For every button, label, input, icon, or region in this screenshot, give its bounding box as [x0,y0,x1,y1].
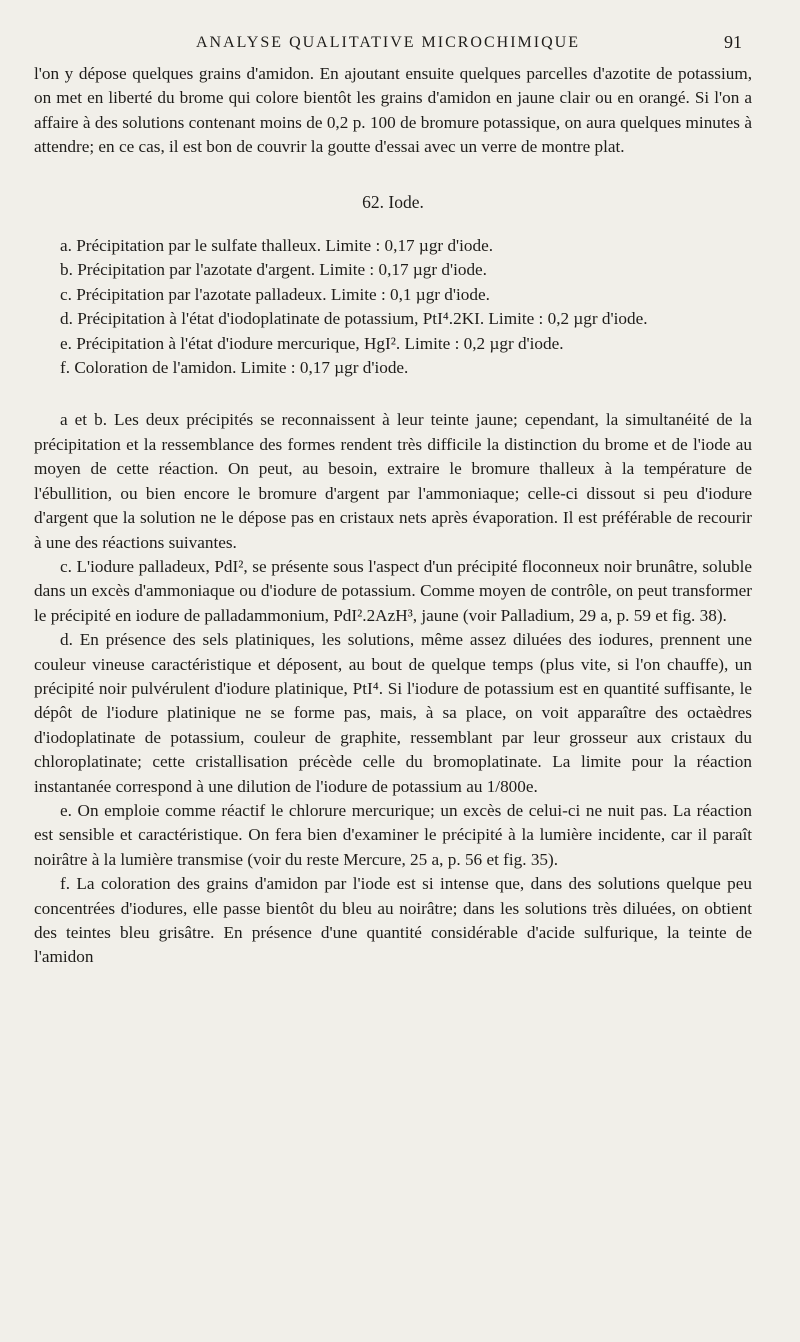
paragraph-f: f. La coloration des grains d'amidon par l'iode est si intense que, dans des solutions quelque peu concentrées d'iodures, elle passe bientôt du bleu au noirâtre; dans les solutions très diluées, on obtient des teintes bleu grisâtre. En présence d'une quantité considérable d'acide sulfurique, la teinte de l'amidon [34,874,752,967]
test-item: f. Coloration de l'amidon. Limite : 0,17 µgr d'iode. [60,358,409,378]
page-body [34,62,752,970]
page-header [34,30,742,56]
test-item: e. Précipitation à l'état d'iodure mercurique, HgI². Limite : 0,2 µgr d'iode. [60,333,564,353]
tests-list [34,234,752,380]
paragraph-c: c. L'iodure palladeux, PdI², se présente sous l'aspect d'un précipité floconneux noir brunâtre, soluble dans un excès d'ammoniaque ou d'iodure de potassium. Comme moyen de contrôle, on peut transformer le précipité en iodure de palladammonium, PdI².2AzH³, jaune (voir Palladium, 29 a, p. 59 et fig. 38). [34,556,752,625]
paragraph-d: d. En présence des sels platiniques, les solutions, même assez diluées des iodures, prennent une couleur vineuse caractéristique et déposent, au bout de quelque temps (plus vite, si l'on chauffe), un précipité noir pulvérulent d'iodure platinique, PtI⁴. Si l'iodure de potassium est en quantité suffisante, le dépôt de l'iodure platinique ne se forme pas, mais, à sa place, on voit apparaître des octaèdres d'iodoplatinate de potassium, couleur de graphite, ressemblant par leur grosseur aux cristaux du chloroplatinate; cette cristallisation précède celle du bromoplatinate. La limite pour la réaction instantanée correspond à une dilution de l'iodure de potassium au 1/800e. [34,630,752,796]
running-title: ANALYSE QUALITATIVE MICROCHIMIQUE [196,34,580,51]
section-title: 62. Iode. [362,191,424,212]
test-item: d. Précipitation à l'état d'iodoplatinate de potassium, PtI⁴.2KI. Limite : 0,2 µgr d'iode. [60,309,648,329]
page-number: 91 [724,32,742,52]
paragraph-a-b: a et b. Les deux précipités se reconnaissent à leur teinte jaune; cependant, la simultanéité de la précipitation et la ressemblance des formes rendent très difficile la distinction du brome et de l'iode au moyen de cette réaction. On peut, au besoin, extraire le bromure thalleux à la température de l'ébullition, ou bien encore le bromure d'argent par l'ammoniaque; celle-ci dissout si peu d'iodure d'argent que la solution ne le dépose pas en cristaux nets après évaporation. Il est préférable de recourir à une des réactions suivantes. [34,410,752,552]
test-item: a. Précipitation par le sulfate thalleux. Limite : 0,17 µgr d'iode. [60,236,494,256]
test-item: b. Précipitation par l'azotate d'argent. Limite : 0,17 µgr d'iode. [60,260,487,280]
paragraph-e: e. On emploie comme réactif le chlorure mercurique; un excès de celui-ci ne nuit pas. La réaction est sensible et caractéristique. On fera bien d'examiner le précipité à la lumière incidente, car il paraît noirâtre à la lumière transmise (voir du reste Mercure, 25 a, p. 56 et fig. 35). [34,800,752,869]
intro-paragraph: l'on y dépose quelques grains d'amidon. En ajoutant ensuite quelques parcelles d'azotite de potassium, on met en liberté du brome qui colore bientôt les grains d'amidon en jaune clair ou en orangé. Si l'on a affaire à des solutions contenant moins de 0,2 p. 100 de bromure potassique, on aura quelques minutes à attendre; en ce cas, il est bon de couvrir la goutte d'essai avec un verre de montre plat. [34,64,752,157]
test-item: c. Précipitation par l'azotate palladeux. Limite : 0,1 µgr d'iode. [60,284,490,304]
